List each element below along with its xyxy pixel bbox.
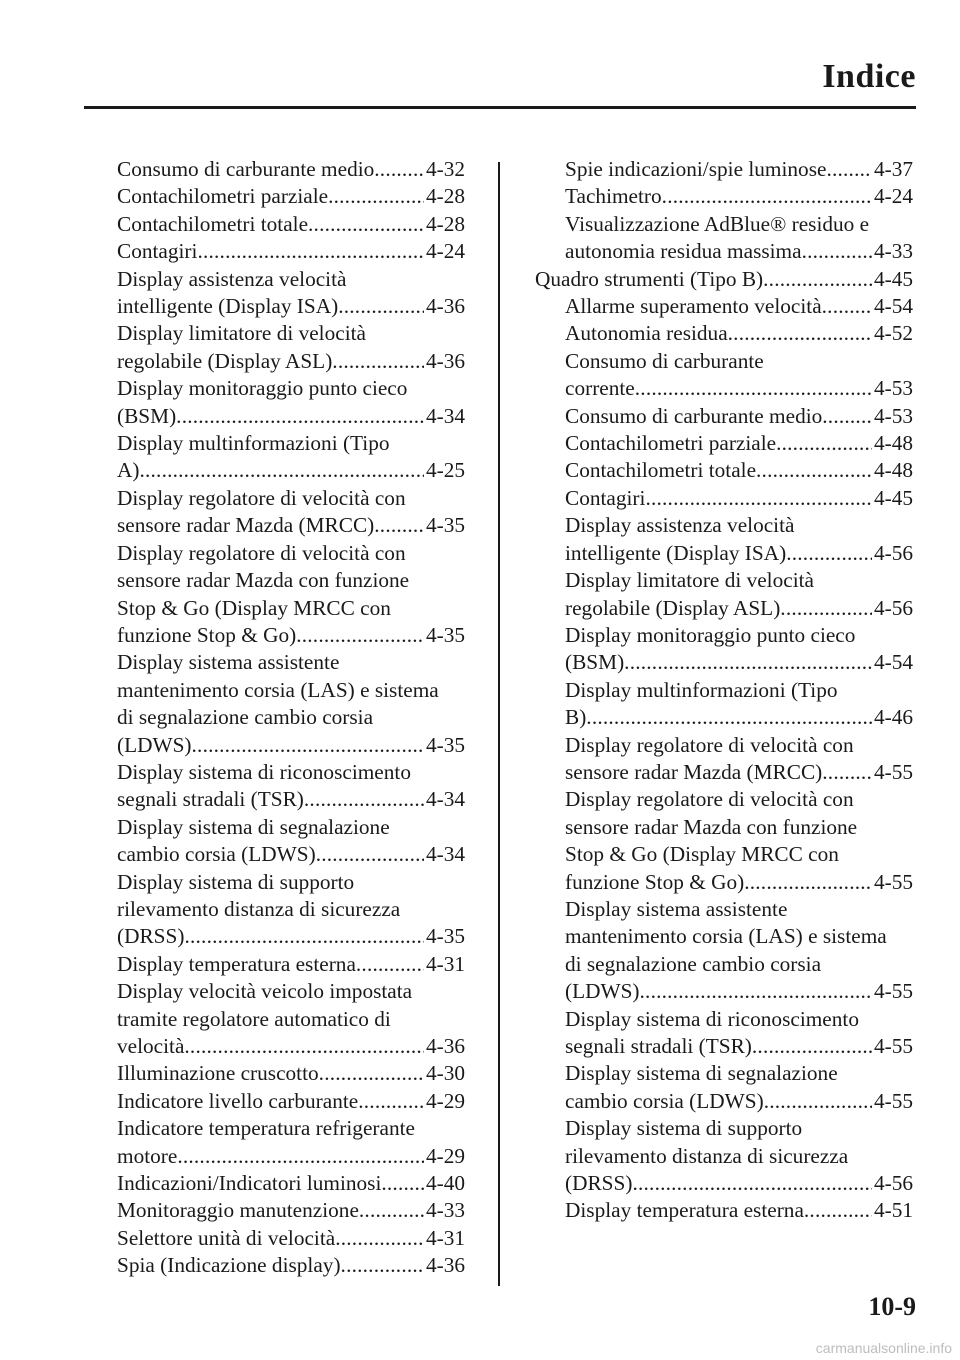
index-page-ref: 4-52 [873,321,913,346]
index-entry-last-line [117,1197,465,1224]
dot-leader [640,978,872,1005]
index-entry [535,622,913,677]
index-entry-text: Quadro strumenti (Tipo B) [535,266,764,291]
index-entry-line: mantenimento corsia (LAS) e sistema [565,924,887,949]
index-page-ref: 4-48 [873,431,913,456]
dot-leader [374,156,424,183]
dot-leader [139,457,423,484]
index-entry-line: Display sistema di supporto [565,1116,803,1141]
index-entry [535,567,913,622]
dot-leader [763,266,872,293]
index-page-ref: 4-35 [425,513,465,538]
index-entry [117,759,465,814]
dot-leader [332,348,424,375]
index-page-ref: 4-35 [425,732,465,757]
index-entry [535,485,913,512]
index-entry-line: sensore radar Mazda con funzione [117,568,410,593]
index-entry-line: Display velocità veicolo impostata [117,979,413,1004]
index-entry-text: Contachilometri totale [565,458,757,483]
dot-leader [338,293,424,320]
index-entry-last-line [565,156,913,183]
index-entry-last-line [117,1060,465,1087]
index-entry-text: regolabile (Display ASL) [117,348,333,373]
index-entry-last-line [117,183,465,210]
index-entry-text: Illuminazione cruscotto [117,1061,319,1086]
dot-leader [184,923,423,950]
index-entry-line: Display sistema di supporto [117,869,355,894]
index-page-ref: 4-55 [873,1034,913,1058]
dot-leader [316,841,424,868]
index-entry-line: Display limitatore di velocità [117,321,366,346]
index-entry-last-line [565,430,913,457]
dot-leader [822,293,872,320]
index-page-ref: 4-46 [873,705,913,730]
index-entry-last-line [117,1252,465,1279]
index-entry-text: segnali stradali (TSR) [117,787,304,812]
index-entry-line: Display sistema assistente [565,896,788,921]
dot-leader [802,238,872,265]
dot-leader [826,156,872,183]
dot-leader [728,320,872,347]
index-entry [535,896,913,1006]
index-entry-line: Display multinformazioni (Tipo [117,431,390,456]
dot-leader [635,375,872,402]
index-entry [535,293,913,320]
index-entry-line: Display regolatore di velocità con [117,540,406,565]
index-entry-last-line [117,293,465,320]
index-page-ref: 4-25 [425,458,465,483]
index-page-ref: 4-30 [425,1061,465,1086]
dot-leader [197,238,424,265]
dot-leader [752,1033,872,1060]
index-entry [535,430,913,457]
index-entry-text: Allarme superamento velocità [565,294,822,319]
index-page-ref: 4-48 [873,458,913,483]
dot-leader [308,211,424,238]
index-page-ref: 4-36 [425,1034,465,1058]
index-entry-line: Display sistema di riconoscimento [117,759,411,784]
index-page-ref: 4-24 [873,184,913,209]
index-entry-text: autonomia residua massima [565,239,802,264]
index-entry [535,732,913,787]
index-page-ref: 4-36 [425,348,465,373]
index-entry-last-line [117,211,465,238]
dot-leader [358,1088,424,1115]
index-page-ref: 4-54 [873,650,913,675]
index-page-ref: 4-35 [425,924,465,949]
index-entry [535,183,913,210]
index-entry [117,951,465,978]
index-entry-last-line [565,457,913,484]
index-entry-text: Selettore unità di velocità [117,1225,336,1250]
index-page-ref: 4-37 [873,157,913,181]
index-entry-text: (LDWS) [117,732,192,757]
dot-leader [632,1170,871,1197]
index-entry-text: Contagiri [117,239,198,264]
index-page-ref: 4-29 [425,1143,465,1168]
index-entry-last-line [117,1143,465,1170]
dot-leader [822,403,872,430]
index-page-ref: 4-55 [873,869,913,894]
index-entry-text: corrente [565,376,635,401]
index-entry-text: (BSM) [117,403,177,428]
index-entry-text: intelligente (Display ISA) [117,294,339,319]
index-entry [117,211,465,238]
index-entry-text: Monitoraggio manutenzione [117,1198,359,1223]
index-entry-last-line [565,759,913,786]
dot-leader [586,704,872,731]
index-entry [535,786,913,896]
index-entry [535,1006,913,1061]
index-entry [117,375,465,430]
index-entry-text: cambio corsia (LDWS) [117,842,316,867]
dot-leader [764,1088,872,1115]
index-entry-last-line [565,704,913,731]
index-entry [117,430,465,485]
dot-leader [804,1197,872,1224]
index-page-ref: 4-45 [873,266,913,291]
index-page-ref: 4-56 [873,1171,913,1196]
index-entry-text: funzione Stop & Go) [565,869,745,894]
index-page-ref: 4-55 [873,759,913,784]
index-page-ref: 4-55 [873,1088,913,1113]
dot-leader [176,403,424,430]
index-page-ref: 4-40 [425,1171,465,1196]
index-page-ref: 4-33 [425,1198,465,1223]
index-entry [117,869,465,951]
dot-leader [744,869,872,896]
index-entry [117,156,465,183]
page-title: Indice [822,58,916,95]
index-entry-last-line [117,348,465,375]
dot-leader [374,512,424,539]
index-page-ref: 4-28 [425,211,465,236]
index-entry-last-line [565,485,913,512]
header-rule [84,106,916,109]
index-entry-text: segnali stradali (TSR) [565,1034,752,1058]
index-entry-last-line [565,1170,913,1197]
index-entry-last-line [565,978,913,1005]
dot-leader [776,430,872,457]
index-entry-last-line [117,923,465,950]
index-entry-last-line [117,512,465,539]
index-entry [117,485,465,540]
index-entry-last-line [117,1225,465,1252]
index-entry-line: Display sistema di riconoscimento [565,1006,859,1031]
index-entry [535,1060,913,1115]
index-page-ref: 4-31 [425,1225,465,1250]
index-entry-line: Display monitoraggio punto cieco [565,622,856,647]
index-entry-line: Display regolatore di velocità con [117,485,406,510]
index-entry [117,1170,465,1197]
index-entry [117,266,465,321]
index-entry-text: Autonomia residua [565,321,728,346]
dot-leader [328,183,424,210]
index-page-ref: 4-53 [873,403,913,428]
index-page-ref: 4-36 [425,294,465,319]
index-entry-text: Tachimetro [565,184,662,209]
index-page-ref: 4-56 [873,540,913,565]
index-page-ref: 4-28 [425,184,465,209]
index-entry [117,238,465,265]
dot-leader [177,1143,424,1170]
index-page-ref: 4-36 [425,1253,465,1278]
dot-leader [756,457,872,484]
index-entry-line: Display assistenza velocità [565,513,795,538]
index-entry [117,1225,465,1252]
dot-leader [662,183,872,210]
index-page-ref: 4-34 [425,842,465,867]
index-page-ref: 4-33 [873,239,913,264]
index-entry [117,1088,465,1115]
index-entry-last-line [565,540,913,567]
dot-leader [184,1033,424,1060]
index-entry-text: motore [117,1143,178,1168]
index-entry-line: Indicatore temperatura refrigerante [117,1116,415,1141]
index-page-ref: 4-51 [873,1198,913,1223]
index-entry-line: di segnalazione cambio corsia [565,951,822,976]
index-entry-last-line [565,595,913,622]
index-entry-line: Stop & Go (Display MRCC con [565,842,839,867]
dot-leader [304,786,424,813]
dot-leader [356,951,424,978]
index-page-ref: 4-54 [873,294,913,319]
index-entry-last-line [565,375,913,402]
dot-leader [624,649,872,676]
index-entry-last-line [117,457,465,484]
index-column-left [117,156,465,1280]
index-entry-last-line [117,238,465,265]
dot-leader [381,1170,424,1197]
index-entry [535,512,913,567]
index-entry-text: Contachilometri totale [117,211,309,236]
index-page-ref: 4-56 [873,595,913,620]
index-entry-line: mantenimento corsia (LAS) e sistema [117,677,439,702]
dot-leader [296,622,424,649]
page-number: 10-9 [868,1292,916,1321]
index-page-ref: 4-45 [873,485,913,510]
index-entry-line: Display sistema assistente [117,650,340,675]
index-entry-line: Display multinformazioni (Tipo [565,677,838,702]
index-page-ref: 4-31 [425,951,465,976]
column-divider [498,162,500,1286]
index-entry-text: sensore radar Mazda (MRCC) [117,513,375,538]
index-entry-line: Visualizzazione AdBlue® residuo e [565,211,870,236]
index-entry [535,403,913,430]
index-page-ref: 4-34 [425,403,465,428]
index-entry-last-line [117,156,465,183]
index-page-ref: 4-55 [873,979,913,1004]
index-entry-last-line [565,1033,913,1060]
index-entry-text: (BSM) [565,650,625,675]
index-entry [117,1197,465,1224]
index-entry-last-line [565,320,913,347]
index-page-ref: 4-32 [425,157,465,181]
index-entry-last-line [565,1088,913,1115]
index-entry [117,978,465,1060]
index-entry-last-line [117,841,465,868]
index-entry-line: tramite regolatore automatico di [117,1006,391,1031]
index-entry-line: Display sistema di segnalazione [565,1061,838,1086]
index-entry [117,1060,465,1087]
index-entry-last-line [565,238,913,265]
index-entry [535,1197,913,1224]
index-entry-last-line [535,266,913,293]
index-entry-line: di segnalazione cambio corsia [117,705,374,730]
index-entry-line: Stop & Go (Display MRCC con [117,595,391,620]
index-entry-text: Display temperatura esterna [117,951,356,976]
index-entry-line: rilevamento distanza di sicurezza [117,896,401,921]
dot-leader [192,732,424,759]
index-entry [117,649,465,759]
index-entry-text: A) [117,458,140,483]
index-entry-text: cambio corsia (LDWS) [565,1088,764,1113]
index-entry [117,1115,465,1170]
index-entry [117,1252,465,1279]
index-entry-text: regolabile (Display ASL) [565,595,781,620]
dot-leader [786,540,872,567]
index-column-right [535,156,913,1225]
index-entry-text: intelligente (Display ISA) [565,540,787,565]
index-page-ref: 4-35 [425,622,465,647]
index-entry [535,211,913,266]
index-entry-last-line [565,649,913,676]
index-page-ref: 4-53 [873,376,913,401]
dot-leader [645,485,872,512]
index-page-ref: 4-34 [425,787,465,812]
index-entry-text: Display temperatura esterna [565,1198,804,1223]
index-entry-last-line [565,293,913,320]
index-entry-text: (DRSS) [117,924,185,949]
index-entry [535,348,913,403]
index-entry-text: Contachilometri parziale [117,184,329,209]
index-entry-text: Contagiri [565,485,646,510]
index-entry-text: Spie indicazioni/spie luminose [565,157,827,181]
index-entry-last-line [117,786,465,813]
index-entry-text: sensore radar Mazda (MRCC) [565,759,823,784]
index-entry [535,266,913,293]
index-entry-text: Consumo di carburante medio [565,403,823,428]
index-page-ref: 4-29 [425,1088,465,1113]
index-entry-line: rilevamento distanza di sicurezza [565,1143,849,1168]
dot-leader [341,1252,424,1279]
index-entry-last-line [565,183,913,210]
index-entry-last-line [117,1088,465,1115]
index-entry-last-line [117,403,465,430]
index-entry [535,1115,913,1197]
index-entry-line: Display sistema di segnalazione [117,814,390,839]
dot-leader [359,1197,424,1224]
index-entry-text: velocità [117,1034,185,1058]
index-entry-text: (LDWS) [565,979,640,1004]
index-entry-text: Spia (Indicazione display) [117,1253,341,1278]
index-entry [535,677,913,732]
index-entry-last-line [117,1033,465,1060]
index-entry-last-line [565,403,913,430]
index-entry-line: Display regolatore di velocità con [565,732,854,757]
dot-leader [780,595,872,622]
dot-leader [335,1225,424,1252]
index-entry [117,183,465,210]
dot-leader [822,759,872,786]
index-entry-text: Indicazioni/Indicatori luminosi [117,1171,382,1196]
index-entry-text: funzione Stop & Go) [117,622,297,647]
index-entry-last-line [117,951,465,978]
index-entry [117,320,465,375]
index-entry-line: Display limitatore di velocità [565,568,814,593]
index-entry-text: B) [565,705,587,730]
index-entry-text: (DRSS) [565,1171,633,1196]
index-entry [535,457,913,484]
index-page-ref: 4-24 [425,239,465,264]
index-entry-text: Consumo di carburante medio [117,157,375,181]
watermark: carmanualsonline.info [815,1340,952,1356]
index-entry-line: Consumo di carburante [565,348,764,373]
index-entry-line: Display monitoraggio punto cieco [117,376,408,401]
index-entry-line: sensore radar Mazda con funzione [565,814,858,839]
index-entry-last-line [117,622,465,649]
index-entry [117,814,465,869]
index-entry-last-line [117,732,465,759]
index-entry-last-line [565,1197,913,1224]
index-entry-line: Display regolatore di velocità con [565,787,854,812]
dot-leader [319,1060,424,1087]
index-entry-last-line [565,869,913,896]
index-entry [535,320,913,347]
index-entry [535,156,913,183]
index-entry-text: Indicatore livello carburante [117,1088,359,1113]
index-entry [117,540,465,650]
index-entry-line: Display assistenza velocità [117,266,347,291]
index-entry-last-line [117,1170,465,1197]
index-entry-text: Contachilometri parziale [565,431,777,456]
